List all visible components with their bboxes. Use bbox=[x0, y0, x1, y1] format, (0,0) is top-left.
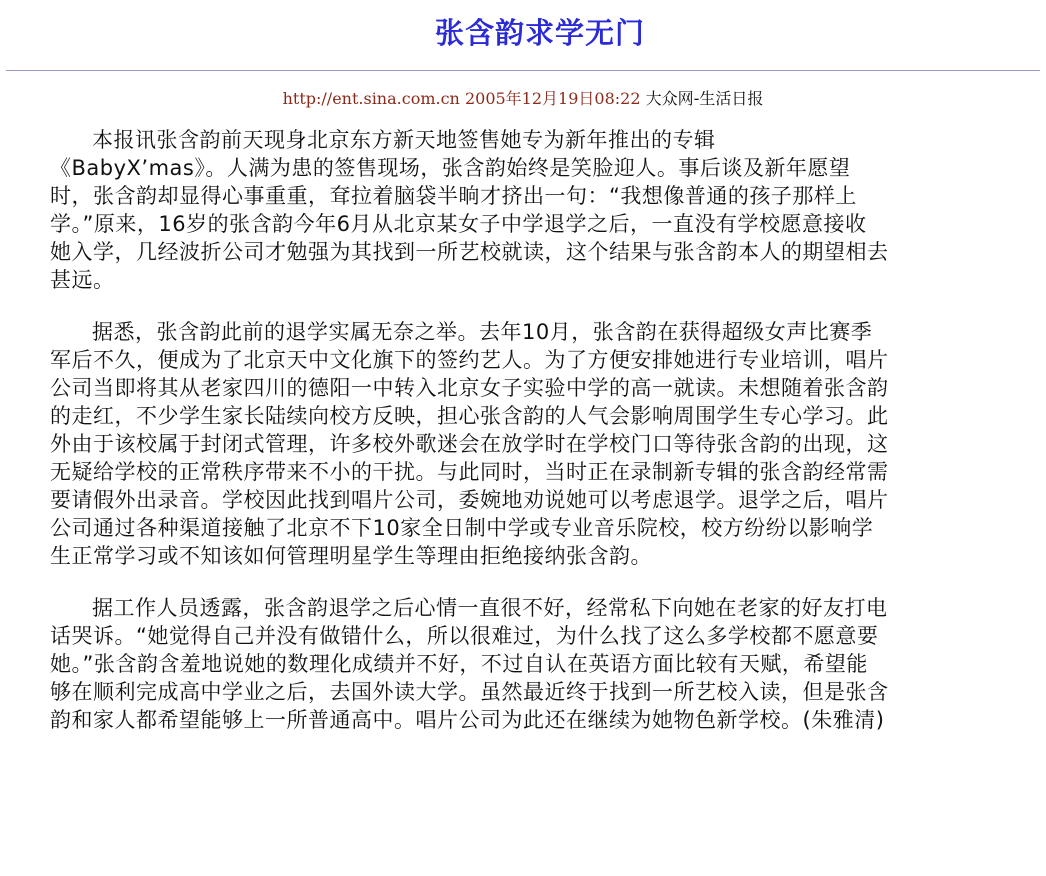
source-agency: 大众网-生活日报 bbox=[645, 89, 764, 108]
paragraph-line: 的走红，不少学生家长陆续向校方反映，担心张含韵的人气会影响周围学生专心学习。此 bbox=[50, 404, 889, 428]
source-url[interactable]: http://ent.sina.com.cn bbox=[282, 89, 460, 108]
paragraph-line: 话哭诉。“她觉得自己并没有做错什么，所以很难过，为什么找了这么多学校都不愿意要 bbox=[50, 624, 879, 648]
paragraph-line: 外由于该校属于封闭式管理，许多校外歌迷会在放学时在学校门口等待张含韵的出现，这 bbox=[50, 432, 889, 456]
paragraph-line: 她。”张含韵含羞地说她的数理化成绩并不好，不过自认在英语方面比较有天赋，希望能 bbox=[50, 652, 868, 676]
paragraph-line: 她入学，几经波折公司才勉强为其找到一所艺校就读，这个结果与张含韵本人的期望相去 bbox=[50, 240, 889, 264]
paragraph-line: 时，张含韵却显得心事重重，耷拉着脑袋半晌才挤出一句：“我想像普通的孩子那样上 bbox=[50, 184, 857, 208]
title-divider bbox=[6, 70, 1040, 71]
paragraph-line: 生正常学习或不知该如何管理明星学生等理由拒绝接纳张含韵。 bbox=[50, 544, 652, 568]
article-body bbox=[50, 126, 1035, 758]
paragraph-line: 公司当即将其从老家四川的德阳一中转入北京女子实验中学的高一就读。未想随着张含韵 bbox=[50, 376, 889, 400]
paragraph-line: 《BabyX’mas》。人满为患的签售现场，张含韵始终是笑脸迎人。事后谈及新年愿望 bbox=[50, 156, 851, 180]
paragraph-line: 据工作人员透露，张含韵退学之后心情一直很不好，经常私下向她在老家的好友打电 bbox=[92, 596, 888, 620]
paragraph-line: 据悉，张含韵此前的退学实属无奈之举。去年10月，张含韵在获得超级女声比赛季 bbox=[92, 320, 873, 344]
paragraph-line: 公司通过各种渠道接触了北京不下10家全日制中学或专业音乐院校，校方纷纷以影响学 bbox=[50, 516, 874, 540]
paragraph-line: 学。”原来，16岁的张含韵今年6月从北京某女子中学退学之后，一直没有学校愿意接收 bbox=[50, 212, 867, 236]
article-title: 张含韵求学无门 bbox=[434, 16, 645, 50]
paragraph-line: 军后不久，便成为了北京天中文化旗下的签约艺人。为了方便安排她进行专业培训，唱片 bbox=[50, 348, 889, 372]
source-date: 2005年12月19日08:22 bbox=[464, 89, 641, 108]
paragraph-line: 要请假外出录音。学校因此找到唱片公司，委婉地劝说她可以考虑退学。退学之后，唱片 bbox=[50, 488, 889, 512]
paragraph-line: 甚远。 bbox=[50, 268, 115, 292]
article-paragraph bbox=[50, 126, 1035, 294]
article-paragraph bbox=[50, 594, 1035, 734]
article-paragraph bbox=[50, 318, 1035, 570]
paragraph-line: 本报讯张含韵前天现身北京东方新天地签售她专为新年推出的专辑 bbox=[92, 128, 716, 152]
paragraph-line: 够在顺利完成高中学业之后，去国外读大学。虽然最近终于找到一所艺校入读，但是张含 bbox=[50, 680, 889, 704]
paragraph-line: 韵和家人都希望能够上一所普通高中。唱片公司为此还在继续为她物色新学校。(朱雅清) bbox=[50, 708, 885, 732]
article-source-line bbox=[0, 88, 1046, 110]
paragraph-line: 无疑给学校的正常秩序带来不小的干扰。与此同时，当时正在录制新专辑的张含韵经常需 bbox=[50, 460, 889, 484]
